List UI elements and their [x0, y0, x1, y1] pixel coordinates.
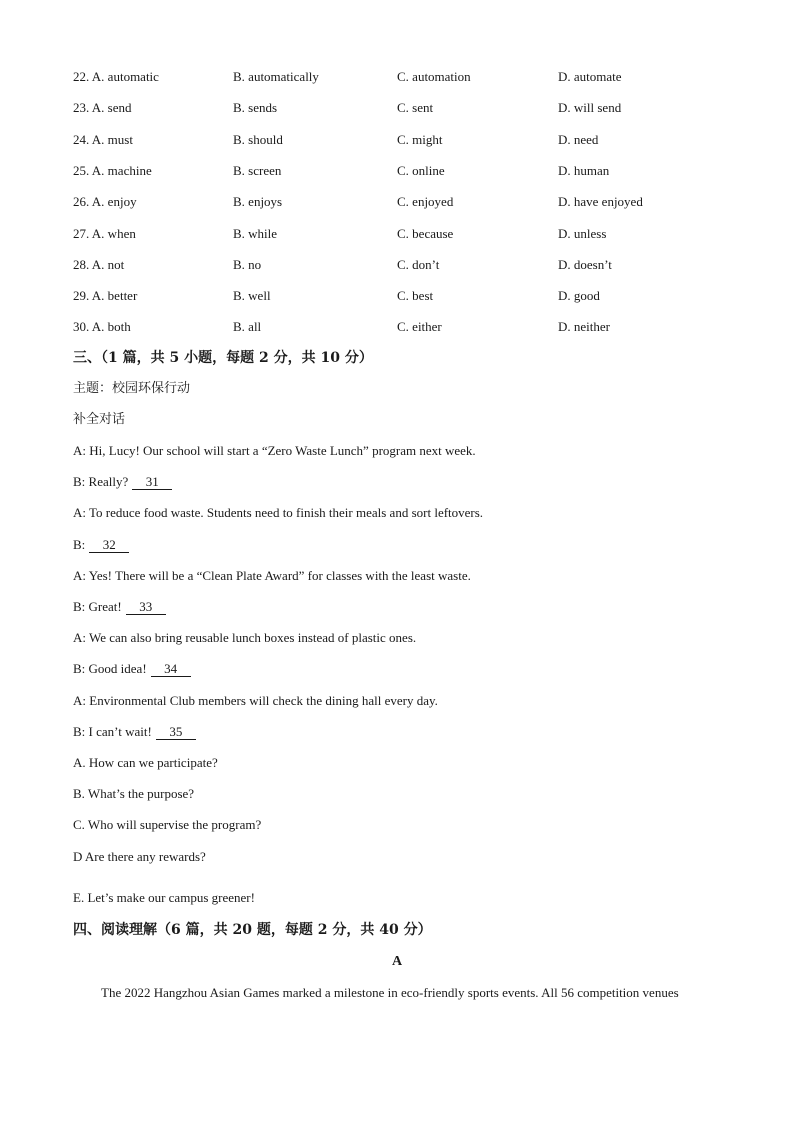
option-a-text: A. machine: [91, 162, 152, 178]
answer-blank[interactable]: 33: [126, 600, 166, 615]
answer-choice: D Are there any rewards?: [73, 849, 206, 864]
option-b: B. sends: [233, 100, 278, 116]
dialogue-text: A: We can also bring reusable lunch boxes instead of plastic ones.: [73, 630, 417, 646]
question-number: 30.: [73, 319, 90, 335]
option-a-text: A. send: [91, 100, 132, 116]
option-a: [73, 287, 137, 305]
option-a-text: A. when: [91, 225, 136, 241]
section-3-instruction: 补全对话: [73, 412, 126, 427]
option-a: [73, 162, 152, 180]
dialogue-text: B: Really?: [73, 474, 129, 490]
answer-blank[interactable]: 31: [132, 475, 172, 490]
option-a-text: A. must: [91, 131, 133, 147]
option-d: D. doesn’t: [558, 256, 612, 272]
dialogue-line: [73, 536, 129, 554]
dialogue-line: [73, 629, 416, 647]
dialogue-text: A: Hi, Lucy! Our school will start a “Zero Waste Lunch” program next week.: [73, 443, 476, 458]
option-a: [73, 225, 136, 243]
option-c: C. automation: [397, 69, 471, 84]
question-number: 24.: [73, 131, 90, 147]
option-c: C. either: [397, 319, 442, 335]
question-number: 26.: [73, 194, 90, 210]
section-3-topic: 主题：校园环保行动: [73, 381, 191, 396]
option-a: [73, 256, 124, 274]
option-b: B. while: [233, 225, 278, 241]
option-a-text: A. enjoy: [91, 194, 137, 210]
option-a-text: A. not: [91, 256, 125, 272]
option-b: B. no: [233, 256, 262, 272]
answer-choice: B. What’s the purpose?: [73, 786, 195, 801]
option-a-text: A. both: [91, 319, 131, 335]
dialogue-text: B: Great!: [73, 599, 122, 614]
question-number: 28.: [73, 256, 90, 272]
dialogue-line: [73, 598, 166, 616]
option-d: D. need: [558, 131, 599, 147]
section-4-heading: 四、阅读理解（6 篇，共 20 题，每题 2 分，共 40 分）: [73, 922, 432, 938]
question-number: 22.: [73, 69, 90, 84]
answer-choice: E. Let’s make our campus greener!: [73, 890, 255, 905]
answer-blank[interactable]: 34: [151, 662, 191, 677]
option-c: C. don’t: [397, 256, 440, 272]
dialogue-text: B: I can’t wait!: [73, 723, 152, 739]
option-d: D. automate: [558, 69, 622, 84]
question-number: 27.: [73, 225, 90, 241]
passage-title: A: [391, 954, 403, 969]
option-a: [73, 68, 159, 86]
dialogue-text: A: To reduce food waste. Students need to finish their meals and sort leftovers.: [73, 505, 484, 521]
option-a-text: A. better: [91, 288, 138, 304]
dialogue-line: [73, 473, 172, 491]
option-c: C. enjoyed: [397, 194, 454, 210]
dialogue-line: [73, 504, 483, 522]
passage-paragraph: The 2022 Hangzhou Asian Games marked a milestone in eco-friendly sports events. All 56 competition venues: [101, 985, 679, 1000]
dialogue-text: B: Good idea!: [73, 661, 147, 677]
answer-blank[interactable]: 32: [89, 538, 129, 553]
answer-choice: A. How can we participate?: [73, 755, 218, 770]
dialogue-line: [73, 692, 438, 710]
option-a: [73, 131, 133, 149]
option-c: C. might: [397, 131, 443, 147]
dialogue-line: [73, 442, 476, 460]
option-d: D. have enjoyed: [558, 194, 643, 210]
option-a: [73, 99, 132, 117]
dialogue-text: A: Yes! There will be a “Clean Plate Award” for classes with the least waste.: [73, 567, 471, 583]
option-b: B. should: [233, 131, 283, 147]
answer-choice: C. Who will supervise the program?: [73, 817, 262, 832]
option-d: D. will send: [558, 100, 622, 116]
option-c: C. online: [397, 162, 445, 178]
option-d: D. good: [558, 288, 600, 304]
option-c: C. because: [397, 225, 454, 241]
dialogue-line: [73, 723, 196, 741]
question-number: 23.: [73, 100, 90, 116]
option-a-text: A. automatic: [91, 69, 159, 84]
section-3-heading: 三、（1 篇，共 5 小题，每题 2 分，共 10 分）: [73, 350, 373, 366]
question-number: 25.: [73, 162, 90, 178]
option-b: B. well: [233, 288, 271, 304]
option-c: C. best: [397, 288, 434, 304]
option-b: B. enjoys: [233, 194, 283, 210]
option-b: B. screen: [233, 162, 282, 178]
option-d: D. unless: [558, 225, 607, 241]
dialogue-text: B:: [73, 536, 86, 552]
dialogue-text: A: Environmental Club members will check the dining hall every day.: [73, 692, 438, 708]
dialogue-line: [73, 567, 471, 585]
option-c: C. sent: [397, 100, 434, 116]
option-a: [73, 318, 131, 336]
question-number: 29.: [73, 288, 90, 304]
option-d: D. neither: [558, 319, 610, 335]
dialogue-line: [73, 660, 191, 678]
answer-blank[interactable]: 35: [156, 725, 196, 740]
option-b: B. automatically: [233, 69, 319, 84]
option-b: B. all: [233, 319, 262, 335]
option-d: D. human: [558, 162, 610, 178]
option-a: [73, 193, 137, 211]
